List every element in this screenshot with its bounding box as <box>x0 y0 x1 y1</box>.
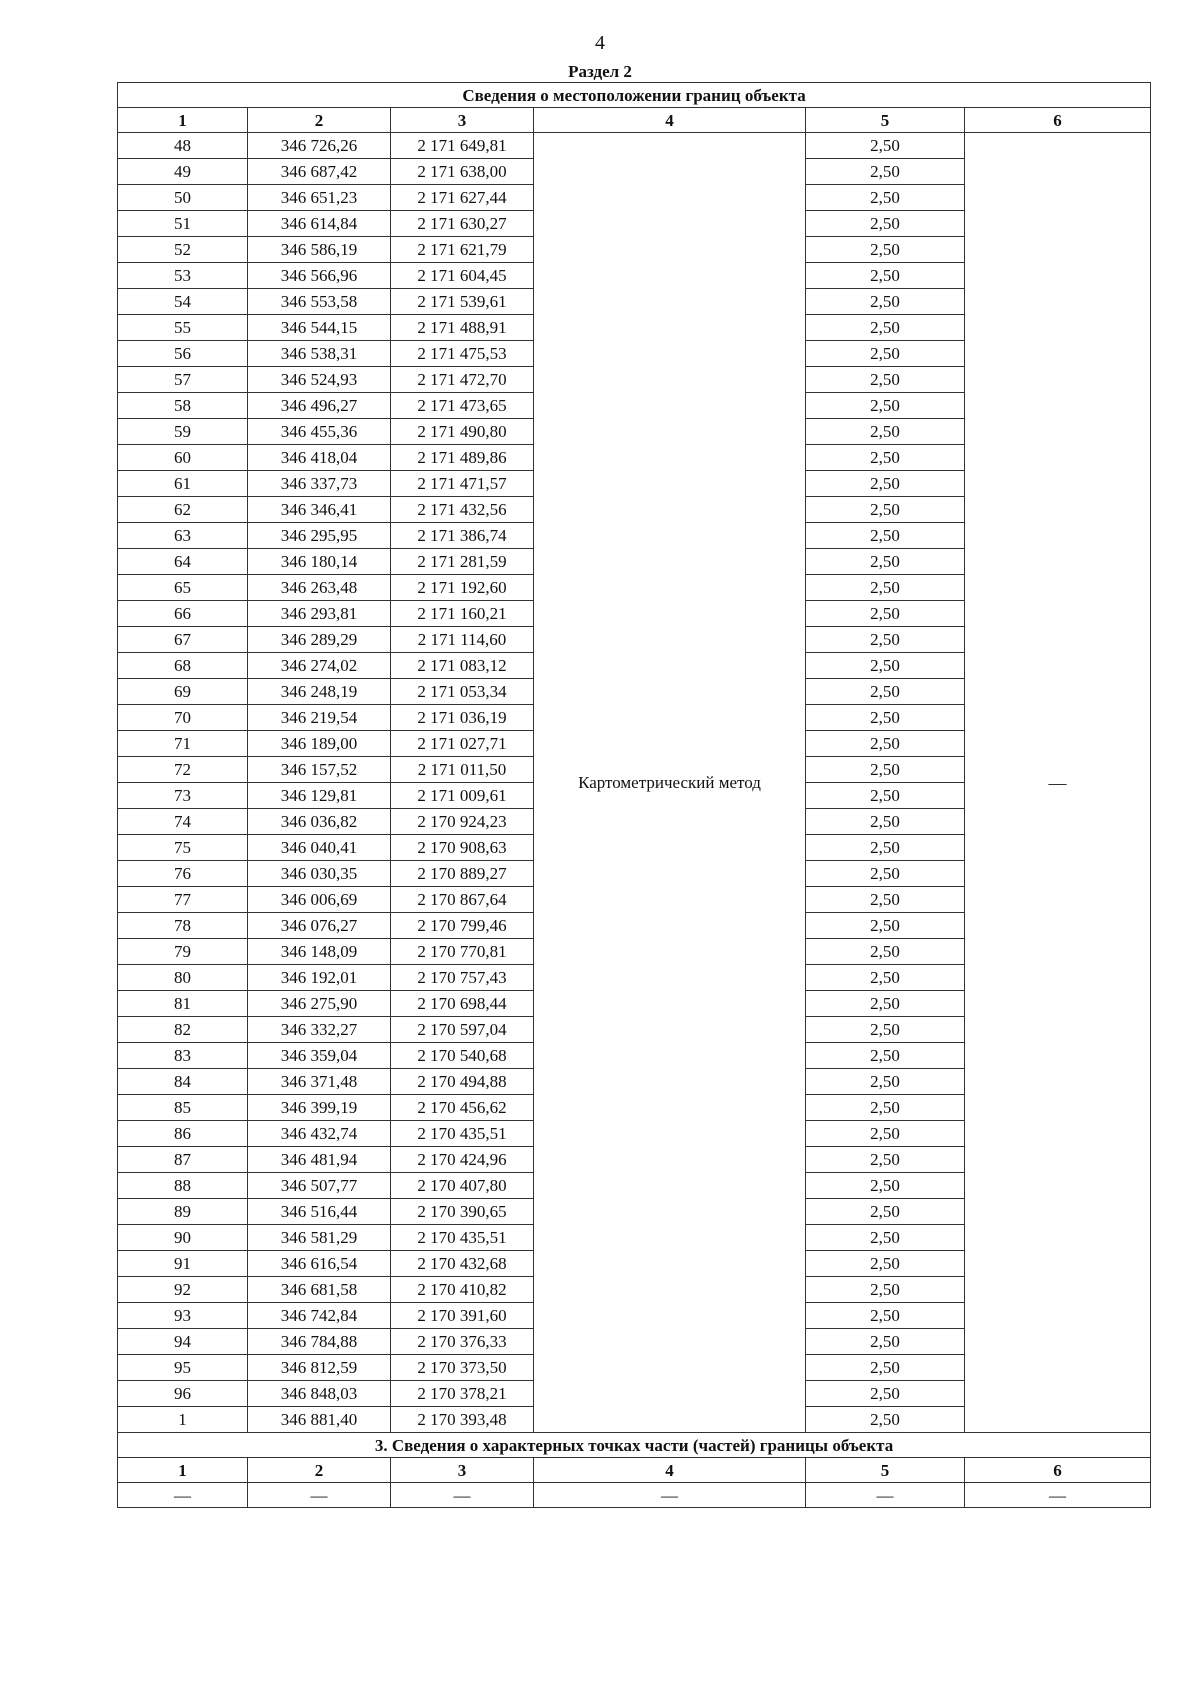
x-coordinate-cell: 346 616,54 <box>248 1251 391 1277</box>
accuracy-cell: 2,50 <box>806 809 965 835</box>
x-coordinate-cell: 346 687,42 <box>248 159 391 185</box>
method-cell: Картометрический метод <box>534 133 806 1433</box>
accuracy-cell: 2,50 <box>806 783 965 809</box>
x-coordinate-cell: 346 148,09 <box>248 939 391 965</box>
boundary-table <box>117 82 1151 1508</box>
x-coordinate-cell: 346 544,15 <box>248 315 391 341</box>
point-number-cell: 96 <box>118 1381 248 1407</box>
accuracy-cell: 2,50 <box>806 1329 965 1355</box>
x-coordinate-cell: 346 399,19 <box>248 1095 391 1121</box>
y-coordinate-cell: 2 171 627,44 <box>391 185 534 211</box>
accuracy-cell: 2,50 <box>806 211 965 237</box>
accuracy-cell: 2,50 <box>806 731 965 757</box>
y-coordinate-cell: 2 170 799,46 <box>391 913 534 939</box>
x-coordinate-cell: 346 524,93 <box>248 367 391 393</box>
point-number-cell: 62 <box>118 497 248 523</box>
point-number-cell: 64 <box>118 549 248 575</box>
x-coordinate-cell: 346 275,90 <box>248 991 391 1017</box>
accuracy-cell: 2,50 <box>806 263 965 289</box>
point-number-cell: 59 <box>118 419 248 445</box>
y-coordinate-cell: 2 170 393,48 <box>391 1407 534 1433</box>
y-coordinate-cell: 2 171 638,00 <box>391 159 534 185</box>
boundary-table-body <box>118 83 1151 1508</box>
y-coordinate-cell: 2 171 027,71 <box>391 731 534 757</box>
x-coordinate-cell: 346 516,44 <box>248 1199 391 1225</box>
part-column-header-row <box>118 1458 1151 1483</box>
column-header-2: 2 <box>248 108 391 133</box>
accuracy-cell: 2,50 <box>806 913 965 939</box>
point-number-cell: 71 <box>118 731 248 757</box>
point-number-cell: 1 <box>118 1407 248 1433</box>
point-number-cell: 61 <box>118 471 248 497</box>
accuracy-cell: 2,50 <box>806 705 965 731</box>
x-coordinate-cell: 346 337,73 <box>248 471 391 497</box>
point-number-cell: 79 <box>118 939 248 965</box>
x-coordinate-cell: 346 030,35 <box>248 861 391 887</box>
point-number-cell: 66 <box>118 601 248 627</box>
point-number-cell: 65 <box>118 575 248 601</box>
y-coordinate-cell: 2 171 539,61 <box>391 289 534 315</box>
x-coordinate-cell: 346 496,27 <box>248 393 391 419</box>
point-number-cell: 78 <box>118 913 248 939</box>
y-coordinate-cell: 2 170 494,88 <box>391 1069 534 1095</box>
y-coordinate-cell: 2 171 011,50 <box>391 757 534 783</box>
point-number-cell: 91 <box>118 1251 248 1277</box>
accuracy-cell: 2,50 <box>806 575 965 601</box>
x-coordinate-cell: 346 507,77 <box>248 1173 391 1199</box>
point-number-cell: 84 <box>118 1069 248 1095</box>
part-column-header-2: 2 <box>248 1458 391 1483</box>
point-number-cell: 70 <box>118 705 248 731</box>
point-number-cell: 49 <box>118 159 248 185</box>
y-coordinate-cell: 2 170 424,96 <box>391 1147 534 1173</box>
column-header-5: 5 <box>806 108 965 133</box>
accuracy-cell: 2,50 <box>806 133 965 159</box>
accuracy-cell: 2,50 <box>806 159 965 185</box>
accuracy-cell: 2,50 <box>806 601 965 627</box>
accuracy-cell: 2,50 <box>806 393 965 419</box>
point-number-cell: 48 <box>118 133 248 159</box>
y-coordinate-cell: 2 170 435,51 <box>391 1121 534 1147</box>
y-coordinate-cell: 2 171 160,21 <box>391 601 534 627</box>
accuracy-cell: 2,50 <box>806 289 965 315</box>
y-coordinate-cell: 2 170 373,50 <box>391 1355 534 1381</box>
x-coordinate-cell: 346 332,27 <box>248 1017 391 1043</box>
x-coordinate-cell: 346 614,84 <box>248 211 391 237</box>
y-coordinate-cell: 2 171 471,57 <box>391 471 534 497</box>
accuracy-cell: 2,50 <box>806 367 965 393</box>
y-coordinate-cell: 2 171 604,45 <box>391 263 534 289</box>
accuracy-cell: 2,50 <box>806 1355 965 1381</box>
column6-cell: — <box>965 133 1151 1433</box>
point-number-cell: 92 <box>118 1277 248 1303</box>
accuracy-cell: 2,50 <box>806 1225 965 1251</box>
part-empty-cell: — <box>534 1483 806 1508</box>
x-coordinate-cell: 346 566,96 <box>248 263 391 289</box>
y-coordinate-cell: 2 171 489,86 <box>391 445 534 471</box>
x-coordinate-cell: 346 274,02 <box>248 653 391 679</box>
column-header-row <box>118 108 1151 133</box>
x-coordinate-cell: 346 581,29 <box>248 1225 391 1251</box>
point-number-cell: 81 <box>118 991 248 1017</box>
y-coordinate-cell: 2 171 621,79 <box>391 237 534 263</box>
x-coordinate-cell: 346 192,01 <box>248 965 391 991</box>
y-coordinate-cell: 2 171 490,80 <box>391 419 534 445</box>
accuracy-cell: 2,50 <box>806 991 965 1017</box>
accuracy-cell: 2,50 <box>806 1043 965 1069</box>
x-coordinate-cell: 346 418,04 <box>248 445 391 471</box>
accuracy-cell: 2,50 <box>806 497 965 523</box>
y-coordinate-cell: 2 170 924,23 <box>391 809 534 835</box>
x-coordinate-cell: 346 553,58 <box>248 289 391 315</box>
y-coordinate-cell: 2 171 281,59 <box>391 549 534 575</box>
point-number-cell: 82 <box>118 1017 248 1043</box>
x-coordinate-cell: 346 293,81 <box>248 601 391 627</box>
table-title: Сведения о местоположении границ объекта <box>118 83 1151 108</box>
column-header-1: 1 <box>118 108 248 133</box>
y-coordinate-cell: 2 170 391,60 <box>391 1303 534 1329</box>
accuracy-cell: 2,50 <box>806 1095 965 1121</box>
point-number-cell: 57 <box>118 367 248 393</box>
y-coordinate-cell: 2 170 432,68 <box>391 1251 534 1277</box>
part-empty-cell: — <box>248 1483 391 1508</box>
point-number-cell: 69 <box>118 679 248 705</box>
x-coordinate-cell: 346 359,04 <box>248 1043 391 1069</box>
accuracy-cell: 2,50 <box>806 627 965 653</box>
y-coordinate-cell: 2 171 386,74 <box>391 523 534 549</box>
accuracy-cell: 2,50 <box>806 939 965 965</box>
accuracy-cell: 2,50 <box>806 341 965 367</box>
x-coordinate-cell: 346 371,48 <box>248 1069 391 1095</box>
accuracy-cell: 2,50 <box>806 835 965 861</box>
x-coordinate-cell: 346 681,58 <box>248 1277 391 1303</box>
point-number-cell: 90 <box>118 1225 248 1251</box>
x-coordinate-cell: 346 006,69 <box>248 887 391 913</box>
x-coordinate-cell: 346 586,19 <box>248 237 391 263</box>
accuracy-cell: 2,50 <box>806 861 965 887</box>
y-coordinate-cell: 2 170 435,51 <box>391 1225 534 1251</box>
column-header-3: 3 <box>391 108 534 133</box>
accuracy-cell: 2,50 <box>806 1147 965 1173</box>
part-column-header-3: 3 <box>391 1458 534 1483</box>
x-coordinate-cell: 346 742,84 <box>248 1303 391 1329</box>
point-number-cell: 56 <box>118 341 248 367</box>
y-coordinate-cell: 2 171 472,70 <box>391 367 534 393</box>
accuracy-cell: 2,50 <box>806 549 965 575</box>
y-coordinate-cell: 2 171 009,61 <box>391 783 534 809</box>
x-coordinate-cell: 346 726,26 <box>248 133 391 159</box>
table-row <box>118 133 1151 159</box>
point-number-cell: 88 <box>118 1173 248 1199</box>
point-number-cell: 55 <box>118 315 248 341</box>
x-coordinate-cell: 346 248,19 <box>248 679 391 705</box>
x-coordinate-cell: 346 263,48 <box>248 575 391 601</box>
y-coordinate-cell: 2 171 475,53 <box>391 341 534 367</box>
y-coordinate-cell: 2 170 757,43 <box>391 965 534 991</box>
accuracy-cell: 2,50 <box>806 1069 965 1095</box>
y-coordinate-cell: 2 171 630,27 <box>391 211 534 237</box>
y-coordinate-cell: 2 170 889,27 <box>391 861 534 887</box>
y-coordinate-cell: 2 170 390,65 <box>391 1199 534 1225</box>
point-number-cell: 73 <box>118 783 248 809</box>
x-coordinate-cell: 346 651,23 <box>248 185 391 211</box>
point-number-cell: 83 <box>118 1043 248 1069</box>
accuracy-cell: 2,50 <box>806 1381 965 1407</box>
part-empty-cell: — <box>118 1483 248 1508</box>
y-coordinate-cell: 2 170 597,04 <box>391 1017 534 1043</box>
x-coordinate-cell: 346 157,52 <box>248 757 391 783</box>
accuracy-cell: 2,50 <box>806 757 965 783</box>
y-coordinate-cell: 2 170 410,82 <box>391 1277 534 1303</box>
accuracy-cell: 2,50 <box>806 1121 965 1147</box>
accuracy-cell: 2,50 <box>806 679 965 705</box>
x-coordinate-cell: 346 432,74 <box>248 1121 391 1147</box>
y-coordinate-cell: 2 171 053,34 <box>391 679 534 705</box>
accuracy-cell: 2,50 <box>806 1407 965 1433</box>
x-coordinate-cell: 346 189,00 <box>248 731 391 757</box>
y-coordinate-cell: 2 170 867,64 <box>391 887 534 913</box>
part-column-header-1: 1 <box>118 1458 248 1483</box>
y-coordinate-cell: 2 171 192,60 <box>391 575 534 601</box>
x-coordinate-cell: 346 812,59 <box>248 1355 391 1381</box>
part-empty-cell: — <box>391 1483 534 1508</box>
accuracy-cell: 2,50 <box>806 1251 965 1277</box>
y-coordinate-cell: 2 171 649,81 <box>391 133 534 159</box>
part-empty-cell: — <box>965 1483 1151 1508</box>
point-number-cell: 85 <box>118 1095 248 1121</box>
x-coordinate-cell: 346 180,14 <box>248 549 391 575</box>
y-coordinate-cell: 2 171 432,56 <box>391 497 534 523</box>
point-number-cell: 89 <box>118 1199 248 1225</box>
point-number-cell: 63 <box>118 523 248 549</box>
accuracy-cell: 2,50 <box>806 1303 965 1329</box>
point-number-cell: 93 <box>118 1303 248 1329</box>
y-coordinate-cell: 2 170 376,33 <box>391 1329 534 1355</box>
x-coordinate-cell: 346 346,41 <box>248 497 391 523</box>
accuracy-cell: 2,50 <box>806 653 965 679</box>
point-number-cell: 60 <box>118 445 248 471</box>
accuracy-cell: 2,50 <box>806 965 965 991</box>
x-coordinate-cell: 346 784,88 <box>248 1329 391 1355</box>
x-coordinate-cell: 346 455,36 <box>248 419 391 445</box>
accuracy-cell: 2,50 <box>806 523 965 549</box>
accuracy-cell: 2,50 <box>806 315 965 341</box>
point-number-cell: 77 <box>118 887 248 913</box>
y-coordinate-cell: 2 170 698,44 <box>391 991 534 1017</box>
point-number-cell: 53 <box>118 263 248 289</box>
y-coordinate-cell: 2 170 908,63 <box>391 835 534 861</box>
point-number-cell: 54 <box>118 289 248 315</box>
y-coordinate-cell: 2 171 036,19 <box>391 705 534 731</box>
y-coordinate-cell: 2 170 378,21 <box>391 1381 534 1407</box>
point-number-cell: 58 <box>118 393 248 419</box>
part-empty-cell: — <box>806 1483 965 1508</box>
point-number-cell: 94 <box>118 1329 248 1355</box>
accuracy-cell: 2,50 <box>806 445 965 471</box>
y-coordinate-cell: 2 171 083,12 <box>391 653 534 679</box>
point-number-cell: 72 <box>118 757 248 783</box>
x-coordinate-cell: 346 040,41 <box>248 835 391 861</box>
x-coordinate-cell: 346 881,40 <box>248 1407 391 1433</box>
y-coordinate-cell: 2 170 770,81 <box>391 939 534 965</box>
point-number-cell: 80 <box>118 965 248 991</box>
y-coordinate-cell: 2 171 488,91 <box>391 315 534 341</box>
x-coordinate-cell: 346 036,82 <box>248 809 391 835</box>
y-coordinate-cell: 2 171 473,65 <box>391 393 534 419</box>
point-number-cell: 67 <box>118 627 248 653</box>
point-number-cell: 87 <box>118 1147 248 1173</box>
point-number-cell: 74 <box>118 809 248 835</box>
x-coordinate-cell: 346 848,03 <box>248 1381 391 1407</box>
accuracy-cell: 2,50 <box>806 471 965 497</box>
x-coordinate-cell: 346 295,95 <box>248 523 391 549</box>
point-number-cell: 86 <box>118 1121 248 1147</box>
y-coordinate-cell: 2 170 456,62 <box>391 1095 534 1121</box>
part-table-row <box>118 1483 1151 1508</box>
point-number-cell: 75 <box>118 835 248 861</box>
point-number-cell: 95 <box>118 1355 248 1381</box>
part-column-header-5: 5 <box>806 1458 965 1483</box>
page-number: 4 <box>595 32 605 54</box>
part-column-header-4: 4 <box>534 1458 806 1483</box>
accuracy-cell: 2,50 <box>806 1277 965 1303</box>
point-number-cell: 50 <box>118 185 248 211</box>
point-number-cell: 51 <box>118 211 248 237</box>
accuracy-cell: 2,50 <box>806 1199 965 1225</box>
x-coordinate-cell: 346 219,54 <box>248 705 391 731</box>
accuracy-cell: 2,50 <box>806 1173 965 1199</box>
y-coordinate-cell: 2 170 407,80 <box>391 1173 534 1199</box>
y-coordinate-cell: 2 170 540,68 <box>391 1043 534 1069</box>
accuracy-cell: 2,50 <box>806 419 965 445</box>
part-column-header-6: 6 <box>965 1458 1151 1483</box>
x-coordinate-cell: 346 129,81 <box>248 783 391 809</box>
x-coordinate-cell: 346 481,94 <box>248 1147 391 1173</box>
x-coordinate-cell: 346 538,31 <box>248 341 391 367</box>
accuracy-cell: 2,50 <box>806 237 965 263</box>
column-header-4: 4 <box>534 108 806 133</box>
y-coordinate-cell: 2 171 114,60 <box>391 627 534 653</box>
section-title: Раздел 2 <box>568 62 632 81</box>
point-number-cell: 76 <box>118 861 248 887</box>
accuracy-cell: 2,50 <box>806 185 965 211</box>
point-number-cell: 52 <box>118 237 248 263</box>
column-header-6: 6 <box>965 108 1151 133</box>
x-coordinate-cell: 346 289,29 <box>248 627 391 653</box>
point-number-cell: 68 <box>118 653 248 679</box>
accuracy-cell: 2,50 <box>806 887 965 913</box>
accuracy-cell: 2,50 <box>806 1017 965 1043</box>
part-section-title: 3. Сведения о характерных точках части (частей) границы объекта <box>118 1433 1151 1458</box>
x-coordinate-cell: 346 076,27 <box>248 913 391 939</box>
